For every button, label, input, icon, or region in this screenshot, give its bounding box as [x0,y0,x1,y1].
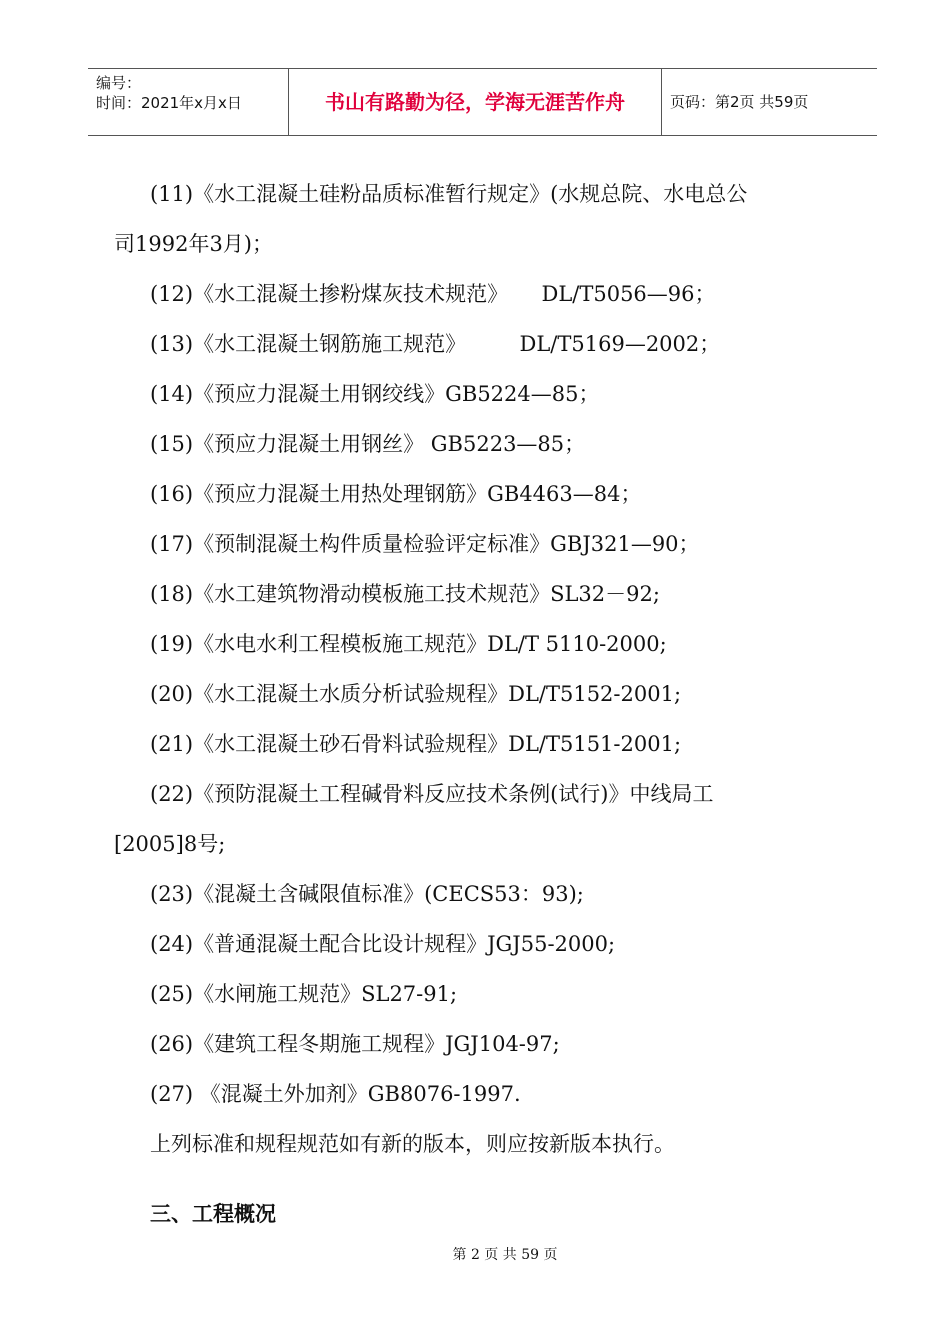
body-line: (14)《预应力混凝土用钢绞线》GB5224—85； [150,382,600,406]
body-line: (23)《混凝土含碱限值标准》(CECS53：93); [150,882,584,906]
document-number-label: 编号： [96,74,142,92]
body-line: (20)《水工混凝土水质分析试验规程》DL/T5152-2001; [150,682,682,706]
body-line: (17)《预制混凝土构件质量检验评定标准》GBJ321—90； [150,532,700,556]
body-line: (19)《水电水利工程模板施工规范》DL/T 5110-2000; [150,632,667,656]
body-line: [2005]8号; [114,832,226,856]
page-header [88,68,877,136]
header-page-info: 页码：第2页 共59页 [670,93,809,111]
section-heading: 三、工程概况 [150,1202,276,1226]
body-line: (22)《预防混凝土工程碱骨料反应技术条例(试行)》中线局工 [150,782,714,806]
body-line: (27) 《混凝土外加剂》GB8076-1997. [150,1082,521,1106]
body-line: (16)《预应力混凝土用热处理钢筋》GB4463—84； [150,482,642,506]
body-line: 司1992年3月)； [114,232,273,256]
body-line: (18)《水工建筑物滑动模板施工技术规范》SL32－92; [150,582,660,606]
header-meta [96,73,242,113]
page-footer: 第 2 页 共 59 页 [452,1247,558,1263]
body-line: (15)《预应力混凝土用钢丝》 GB5223—85； [150,432,586,456]
body-line: (13)《水工混凝土钢筋施工规范》 DL/T5169—2002； [150,332,721,356]
document-time-label: 时间：2021年x月x日 [96,94,242,112]
body-line: (21)《水工混凝土砂石骨料试验规程》DL/T5151-2001; [150,732,682,756]
body-line: (12)《水工混凝土掺粉煤灰技术规范》 DL/T5056—96； [150,282,716,306]
body-line: (25)《水闸施工规范》SL27-91; [150,982,458,1006]
body-line: 上列标准和规程规范如有新的版本，则应按新版本执行。 [150,1132,675,1156]
header-divider-right [661,69,662,135]
header-motto: 书山有路勤为径，学海无涯苦作舟 [325,90,625,114]
body-line: (24)《普通混凝土配合比设计规程》JGJ55-2000; [150,932,616,956]
body-line: (11)《水工混凝土硅粉品质标准暂行规定》(水规总院、水电总公 [150,182,748,206]
body-line: (26)《建筑工程冬期施工规程》JGJ104-97; [150,1032,560,1056]
